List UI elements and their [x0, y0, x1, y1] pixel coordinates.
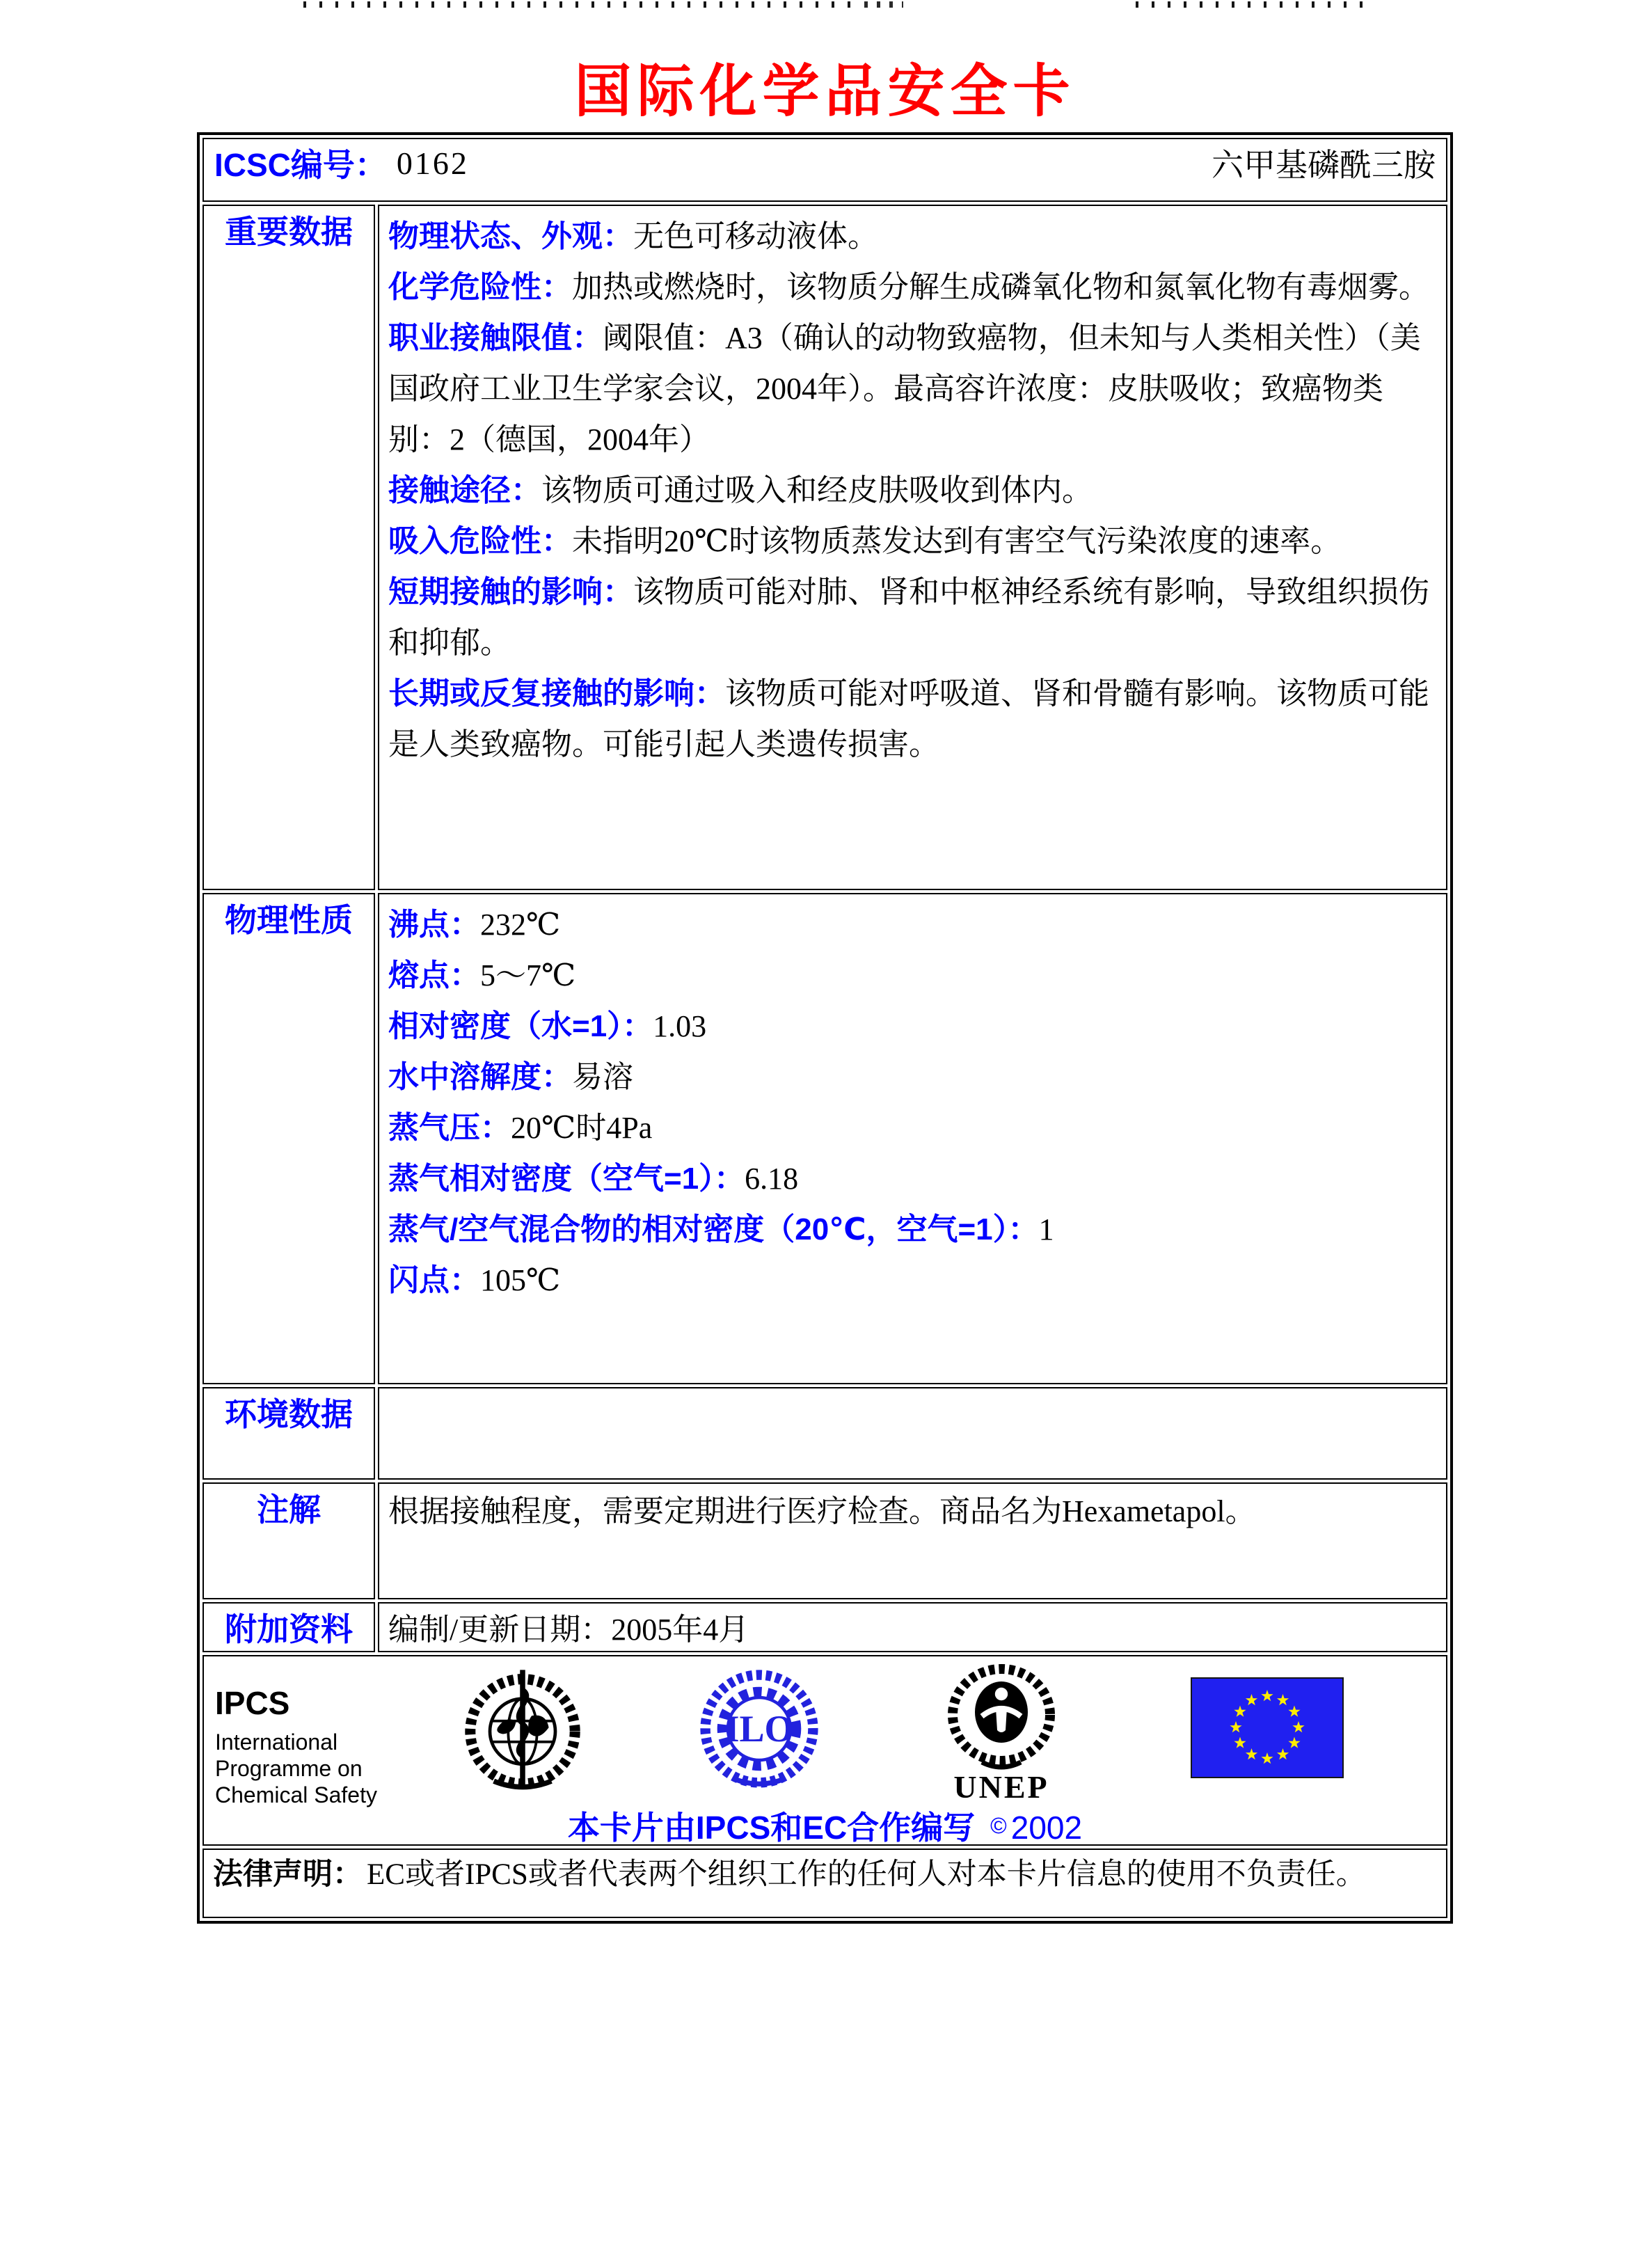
ipcs-acronym: IPCS — [215, 1685, 290, 1721]
unep-caption: UNEP — [953, 1769, 1049, 1805]
credit-text: 本卡片由IPCS和EC合作编写 — [567, 1810, 976, 1846]
prop-melting-point: 熔点：5～7℃ — [388, 958, 576, 992]
prop-relative-density: 相对密度（水=1）：1.03 — [388, 1009, 707, 1043]
icsc-number-value: 0162 — [396, 145, 469, 181]
disclaimer-label: 法律声明： — [213, 1858, 363, 1891]
unep-logo — [932, 1662, 1071, 1805]
notes-text: 根据接触程度，需要定期进行医疗检查。商品名为Hexametapol。 — [388, 1494, 1256, 1528]
unep-emblem-icon — [932, 1662, 1071, 1772]
clipped-print-header-fragment — [303, 1, 850, 8]
chemical-name: 六甲基磷酰三胺 — [1212, 148, 1436, 183]
page-title: 国际化学品安全卡 — [574, 60, 1076, 123]
prop-vapor-pressure: 蒸气压：20℃时4Pa — [388, 1111, 653, 1145]
entry-physical-state: 物理状态、外观：无色可移动液体。 — [388, 219, 878, 253]
card-header-row — [202, 138, 1447, 202]
section-label-important-data: 重要数据 — [202, 205, 375, 890]
clipped-print-header-fragment — [864, 1, 903, 8]
prop-vapor-air-mixture-density: 蒸气/空气混合物的相对密度（20℃，空气=1）：1 — [388, 1212, 1054, 1246]
section-label-environmental-data: 环境数据 — [202, 1387, 375, 1480]
clipped-print-header-fragment — [1136, 1, 1364, 8]
safety-card-table — [197, 132, 1453, 1924]
prop-water-solubility: 水中溶解度：易溶 — [388, 1060, 633, 1094]
prop-vapor-density: 蒸气相对密度（空气=1）：6.18 — [388, 1162, 799, 1196]
icsc-number-label: ICSC编号： — [214, 147, 387, 183]
prop-flash-point: 闪点：105℃ — [388, 1263, 561, 1297]
ilo-logo-icon — [697, 1666, 822, 1791]
section-content-additional-info — [378, 1602, 1447, 1652]
disclaimer-text: EC或者IPCS或者代表两个组织工作的任何人对本卡片信息的使用不负责任。 — [367, 1858, 1366, 1891]
entry-long-term-effects: 长期或反复接触的影响：该物质可能对呼吸道、肾和骨髓有影响。该物质可能是人类致癌物。可能引起人类遗传损害。 — [388, 676, 1429, 761]
svg-text:ILO: ILO — [724, 1708, 794, 1750]
prop-boiling-point: 沸点：232℃ — [388, 908, 561, 942]
who-logo-icon — [457, 1663, 588, 1794]
section-content-important-data — [378, 205, 1447, 890]
update-date-value: 2005年4月 — [611, 1613, 749, 1647]
update-date-label: 编制/更新日期： — [388, 1613, 612, 1647]
section-label-notes: 注解 — [202, 1482, 375, 1599]
section-content-environmental-data — [378, 1387, 1447, 1480]
section-content-notes — [378, 1482, 1447, 1599]
entry-exposure-routes: 接触途径：该物质可通过吸入和经皮肤吸收到体内。 — [388, 473, 1093, 507]
entry-chemical-danger: 化学危险性：加热或燃烧时，该物质分解生成磷氧化物和氮氧化物有毒烟雾。 — [388, 270, 1429, 304]
logos-row — [202, 1655, 1447, 1846]
copyright-year: 2002 — [1010, 1810, 1083, 1846]
entry-inhalation-risk: 吸入危险性：未指明20℃时该物质蒸发达到有害空气污染浓度的速率。 — [388, 524, 1342, 558]
ipcs-text-block: IPCS International Programme on Chemical Safety — [215, 1685, 377, 1807]
section-content-physical-properties — [378, 893, 1447, 1384]
section-label-physical-properties: 物理性质 — [202, 893, 375, 1384]
entry-short-term-effects: 短期接触的影响：该物质可能对肺、肾和中枢神经系统有影响，导致组织损伤和抑郁。 — [388, 575, 1429, 660]
credit-line — [204, 1803, 1446, 1846]
eu-flag-icon — [1191, 1677, 1344, 1778]
copyright-symbol: © — [990, 1813, 1007, 1838]
section-label-additional-info: 附加资料 — [202, 1602, 375, 1652]
disclaimer-row — [202, 1849, 1447, 1918]
entry-occupational-limits: 职业接触限值：阈限值：A3（确认的动物致癌物，但未知与人类相关性）（美国政府工业卫生学家会议，2004年）。最高容许浓度：皮肤吸收；致癌物类别：2（德国，2004年） — [388, 321, 1421, 457]
